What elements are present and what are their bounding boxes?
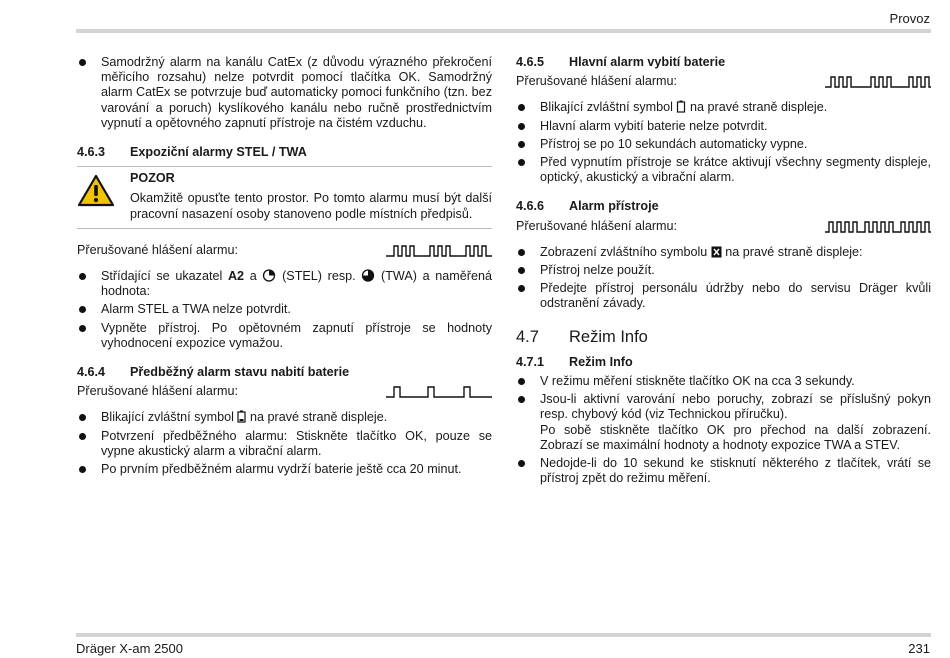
list-item: Před vypnutím přístroje se krátce aktivují všechny segmenty displeje, optický, akustický a vibrační alarm. xyxy=(516,155,931,185)
list-item: Přístroj se po 10 sekundách automaticky vypne. xyxy=(516,137,931,152)
warning-text: Okamžitě opusťte tento prostor. Po tomto alarmu musí být další pracovní nasazení osoby stanoveno podle místních předpisů. xyxy=(130,191,492,221)
section-heading-4-7-1: 4.7.1 Režim Info xyxy=(516,354,633,369)
list-item: Blikající zvláštní symbol na pravé straně displeje. xyxy=(516,100,931,115)
warning-title: POZOR xyxy=(130,171,175,186)
left-column xyxy=(77,55,492,480)
twa-symbol-icon xyxy=(361,269,375,282)
section-heading-4-6-3: 4.6.3 Expoziční alarmy STEL / TWA xyxy=(77,145,307,160)
list-item: Po prvním předběžném alarmu vydrží baterie ještě cca 20 minut. xyxy=(77,462,492,477)
device-fault-symbol-icon xyxy=(711,246,722,258)
intro-list xyxy=(77,55,492,131)
stel-twa-list xyxy=(77,269,492,351)
warning-box xyxy=(77,166,492,229)
alarm-signal-pattern-icon xyxy=(386,385,492,399)
footer-rule xyxy=(76,633,931,637)
section-heading-4-6-5: 4.6.5 Hlavní alarm vybití baterie xyxy=(516,55,726,69)
section-heading-4-7: 4.7 Režim Info xyxy=(516,327,648,346)
device-alarm-list xyxy=(516,245,931,312)
page-number: 231 xyxy=(908,641,930,656)
list-item: Vypněte přístroj. Po opětovném zapnutí přístroje se hodnoty vyhodnocení expozice vymažou. xyxy=(77,321,492,351)
alarm-signal-pattern-icon xyxy=(386,244,492,258)
alarm-signal-pattern-icon xyxy=(825,220,931,234)
warning-triangle-icon xyxy=(77,171,130,222)
prealarm-list xyxy=(77,410,492,477)
info-mode-list xyxy=(516,374,931,486)
list-item: Nedojde-li do 10 sekund ke stisknutí některého z tlačítek, vrátí se přístroj zpět do režimu měření. xyxy=(516,456,931,486)
signal-label: Přerušované hlášení alarmu: xyxy=(516,218,678,233)
signal-row xyxy=(77,384,492,399)
list-item: Hlavní alarm vybití baterie nelze potvrdit. xyxy=(516,119,931,134)
list-item: Přístroj nelze použít. xyxy=(516,263,931,278)
right-column xyxy=(516,41,931,489)
list-item: Jsou-li aktivní varování nebo poruchy, zobrazí se příslušný pokyn resp. chybový kód (viz Technickou příručku). Po sobě stiskněte tlačítko OK pro přechod na další zobrazení. Zobrazí se maximální hodnoty a hodnoty expozice TWA a STEV. xyxy=(516,392,931,453)
list-item: Blikající zvláštní symbol na pravé straně displeje. xyxy=(77,410,492,425)
list-item: Předejte přístroj personálu údržby nebo do servisu Dräger kvůli odstranění závady. xyxy=(516,281,931,311)
battery-empty-symbol-icon xyxy=(676,100,686,113)
signal-row xyxy=(516,74,931,89)
stel-symbol-icon xyxy=(262,269,276,282)
battery-main-alarm-list xyxy=(516,100,931,185)
alarm-signal-pattern-icon xyxy=(825,75,931,89)
list-item: Samodržný alarm na kanálu CatEx (z důvodu výrazného překročení měřicího rozsahu) nelze potvrdit pomocí tlačítka OK. Samodržný alarm CatEx se potvrzuje buď automaticky pomoci funkčního (tzn. bez varování a poruch) kyslíkového kanálu nebo ručně prostřednictvím vypnutí a opětovného zapnutí přístroje na čistém vzduchu. xyxy=(77,55,492,131)
signal-row xyxy=(516,219,931,234)
list-item: V režimu měření stiskněte tlačítko OK na cca 3 sekundy. xyxy=(516,374,931,389)
signal-row xyxy=(77,243,492,258)
signal-label: Přerušované hlášení alarmu: xyxy=(77,384,239,399)
list-item: Alarm STEL a TWA nelze potvrdit. xyxy=(77,302,492,317)
header-rule xyxy=(76,29,931,33)
section-heading-4-6-4: 4.6.4 Předběžný alarm stavu nabití baterie xyxy=(77,365,350,380)
list-item: Potvrzení předběžného alarmu: Stiskněte tlačítko OK, pouze se vypne akustický alarm a vibrační alarm. xyxy=(77,429,492,459)
list-item: Střídající se ukazatel A2 a (STEL) resp. (TWA) a naměřená hodnota: xyxy=(77,269,492,299)
section-heading-4-6-6: 4.6.6 Alarm přístroje xyxy=(516,199,659,214)
list-item: Zobrazení zvláštního symbolu na pravé straně displeje: xyxy=(516,245,931,260)
footer-doc-title: Dräger X-am 2500 xyxy=(76,641,183,656)
signal-label: Přerušované hlášení alarmu: xyxy=(516,74,678,89)
running-header: Provoz xyxy=(889,11,930,26)
signal-label: Přerušované hlášení alarmu: xyxy=(77,242,239,257)
